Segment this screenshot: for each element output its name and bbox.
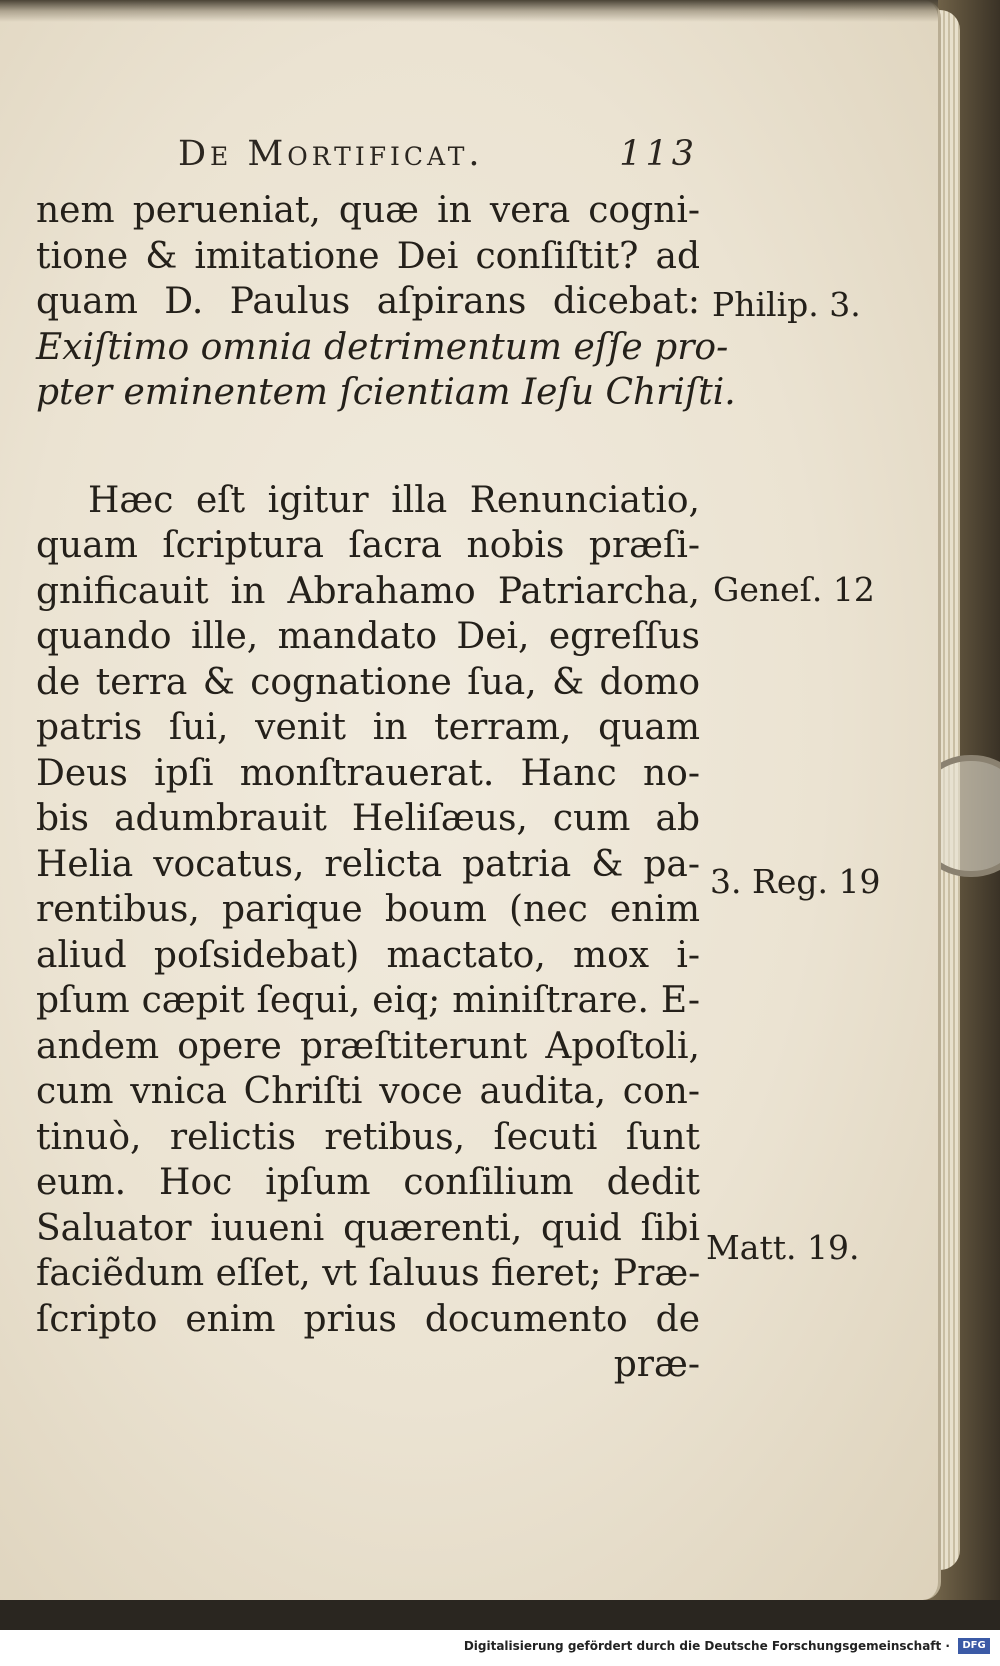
text-line: Helia vocatus, relicta patria & pa-	[36, 843, 700, 885]
main-text	[36, 188, 736, 1388]
catchword: præ-	[613, 1344, 700, 1385]
digitization-footer	[0, 1630, 1000, 1666]
paragraph-start-line: Hæc eſt igitur illa Renunciatio,	[88, 479, 700, 521]
text-line: andem opere præſtiterunt Apoſtoli,	[36, 1025, 700, 1067]
text-line: rentibus, parique boum (nec enim	[36, 889, 700, 930]
margin-note-reg: 3. Reg. 19	[710, 862, 881, 901]
text-line: patris ſui, venit in terram, quam	[36, 707, 700, 748]
text-line: pſum cæpit ſequi, eiq; miniſtrare. E-	[36, 980, 700, 1021]
text-line: de terra & cognatione ſua, & domo	[36, 661, 700, 703]
text-line: faciẽdum eſſet, vt ſaluus fieret; Præ-	[36, 1253, 701, 1294]
text-line: quando ille, mandato Dei, egreſſus	[36, 616, 700, 657]
text-line: Saluator iuueni quærenti, quid ſibi	[36, 1207, 700, 1249]
running-head-title: De Mortificat.	[178, 134, 484, 174]
text-line: ſcripto enim prius documento de	[36, 1298, 700, 1340]
dfg-logo: DFG	[958, 1638, 990, 1654]
margin-note-philip: Philip. 3.	[712, 285, 861, 324]
text-line: quam D. Paulus aſpirans dicebat:	[36, 281, 700, 322]
page-top-shadow	[0, 0, 938, 22]
text-line: gnificauit in Abrahamo Patriarcha,	[36, 570, 700, 612]
text-line: nem perueniat, quæ in vera cogni-	[36, 190, 700, 231]
text-line: tione & imitatione Dei conſiſtit? ad	[36, 235, 700, 277]
text-line: tinuò, relictis retibus, ſecuti ſunt	[36, 1116, 700, 1158]
text-line: aliud poſsidebat) mactato, mox i-	[36, 934, 700, 976]
text-line: eum. Hoc ipſum conſilium dedit	[36, 1162, 700, 1203]
text-line: quam ſcriptura ſacra nobis præſi-	[36, 525, 700, 566]
quotation-line: Exiſtimo omnia detrimentum eſſe pro-	[36, 326, 729, 368]
text-line: bis adumbrauit Heliſæus, cum ab	[36, 798, 700, 839]
margin-note-genes: Geneſ. 12	[713, 570, 875, 609]
margin-note-matt: Matt. 19.	[706, 1228, 860, 1267]
footer-credit: Digitalisierung gefördert durch die Deutsche Forschungsgemeinschaft ·	[463, 1639, 950, 1653]
text-line: Deus ipſi monſtrauerat. Hanc no-	[36, 752, 700, 794]
quotation-line: pter eminentem ſcientiam Ieſu Chriſti.	[36, 372, 736, 413]
running-head	[178, 134, 698, 184]
page-number: 113	[619, 134, 698, 174]
text-line: cum vnica Chriſti voce audita, con-	[36, 1071, 700, 1112]
